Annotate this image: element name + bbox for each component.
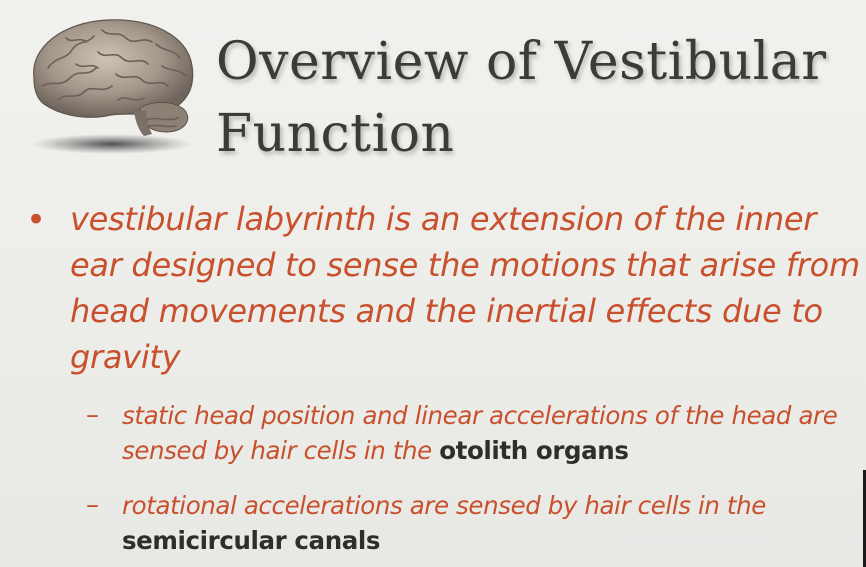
term-semicircular-canals: semicircular canals (122, 526, 381, 555)
bullet-marker: • (26, 200, 47, 240)
title-line-1: Overview of Vestibular (216, 32, 827, 92)
sub-bullet-body: static head position and linear accelerations of the head are sensed by hair cells in the (122, 401, 838, 465)
term-otolith-organs: otolith organs (439, 436, 629, 465)
brain-icon (22, 8, 212, 158)
sub-bullet-text (122, 488, 862, 558)
sub-bullet-marker: – (86, 400, 99, 430)
title-line-2: Function (216, 104, 455, 164)
sub-bullet-marker: – (86, 490, 99, 520)
sub-bullet-text (122, 398, 862, 468)
page-title (216, 26, 856, 170)
main-bullet-text: vestibular labyrinth is an extension of the inner ear designed to sense the motions that arise from head movements and the inertial effects due to gravity (70, 200, 860, 376)
sub-bullet-body: rotational accelerations are sensed by hair cells in the (122, 491, 766, 520)
